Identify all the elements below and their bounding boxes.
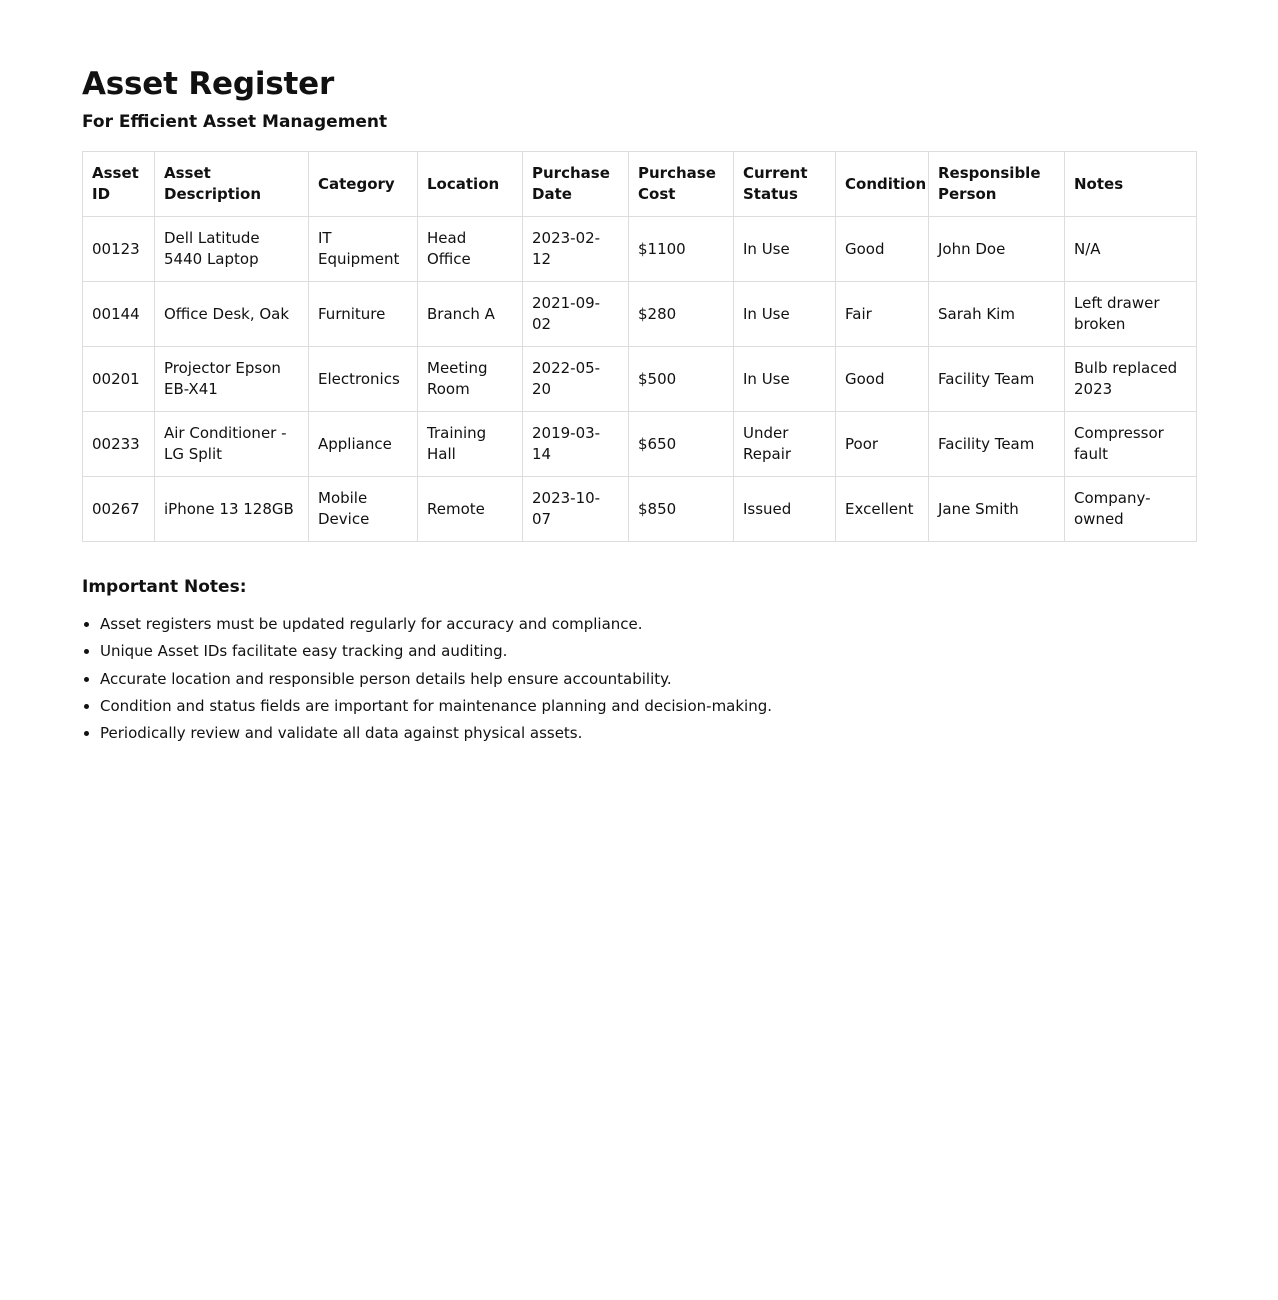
list-item: • Accurate location and responsible person details help ensure accountability.	[100, 666, 1196, 693]
cell-category: Electronics	[309, 347, 418, 412]
header-location: Location	[418, 152, 523, 217]
notes-list	[82, 611, 1196, 747]
header-condition: Condition	[836, 152, 929, 217]
cell-responsible-person: Facility Team	[929, 347, 1065, 412]
cell-asset-description: Dell Latitude 5440 Laptop	[155, 217, 309, 282]
cell-asset-id: 00267	[83, 477, 155, 542]
list-item: • Asset registers must be updated regularly for accuracy and compliance.	[100, 611, 1196, 638]
cell-responsible-person: Facility Team	[929, 412, 1065, 477]
list-item: • Condition and status fields are important for maintenance planning and decision-making.	[100, 693, 1196, 720]
cell-category: Furniture	[309, 282, 418, 347]
cell-asset-id: 00233	[83, 412, 155, 477]
cell-purchase-date: 2021-09-02	[523, 282, 629, 347]
table-row	[83, 217, 1197, 282]
cell-notes: Compressor fault	[1065, 412, 1197, 477]
header-responsible-person: Responsible Person	[929, 152, 1065, 217]
cell-condition: Good	[836, 217, 929, 282]
cell-current-status: In Use	[734, 217, 836, 282]
asset-table-header	[83, 152, 1197, 217]
cell-category: Appliance	[309, 412, 418, 477]
page-subtitle: For Efficient Asset Management	[82, 112, 388, 132]
cell-condition: Excellent	[836, 477, 929, 542]
table-row	[83, 282, 1197, 347]
cell-location: Training Hall	[418, 412, 523, 477]
table-row	[83, 477, 1197, 542]
cell-purchase-date: 2022-05-20	[523, 347, 629, 412]
cell-purchase-cost: $850	[629, 477, 734, 542]
header-row	[83, 152, 1197, 217]
cell-location: Meeting Room	[418, 347, 523, 412]
cell-asset-description: Air Conditioner - LG Split	[155, 412, 309, 477]
page-title: Asset Register	[82, 66, 335, 102]
cell-notes: N/A	[1065, 217, 1197, 282]
asset-table	[82, 151, 1197, 542]
asset-table-body	[83, 217, 1197, 542]
header-category: Category	[309, 152, 418, 217]
cell-purchase-cost: $280	[629, 282, 734, 347]
header-current-status: Current Status	[734, 152, 836, 217]
cell-category: IT Equipment	[309, 217, 418, 282]
cell-category: Mobile Device	[309, 477, 418, 542]
cell-notes: Bulb replaced 2023	[1065, 347, 1197, 412]
table-row	[83, 412, 1197, 477]
cell-asset-description: Office Desk, Oak	[155, 282, 309, 347]
cell-condition: Good	[836, 347, 929, 412]
cell-responsible-person: John Doe	[929, 217, 1065, 282]
cell-condition: Fair	[836, 282, 929, 347]
cell-purchase-date: 2023-02-12	[523, 217, 629, 282]
cell-purchase-date: 2023-10-07	[523, 477, 629, 542]
cell-asset-id: 00123	[83, 217, 155, 282]
header-purchase-date: Purchase Date	[523, 152, 629, 217]
cell-current-status: Issued	[734, 477, 836, 542]
cell-condition: Poor	[836, 412, 929, 477]
cell-notes: Left drawer broken	[1065, 282, 1197, 347]
cell-asset-id: 00144	[83, 282, 155, 347]
cell-asset-description: Projector Epson EB-X41	[155, 347, 309, 412]
cell-responsible-person: Jane Smith	[929, 477, 1065, 542]
cell-asset-description: iPhone 13 128GB	[155, 477, 309, 542]
cell-current-status: In Use	[734, 347, 836, 412]
cell-asset-id: 00201	[83, 347, 155, 412]
list-item: • Unique Asset IDs facilitate easy tracking and auditing.	[100, 638, 1196, 665]
header-asset-id: Asset ID	[83, 152, 155, 217]
cell-location: Head Office	[418, 217, 523, 282]
cell-current-status: Under Repair	[734, 412, 836, 477]
table-row	[83, 347, 1197, 412]
header-purchase-cost: Purchase Cost	[629, 152, 734, 217]
cell-purchase-cost: $650	[629, 412, 734, 477]
cell-purchase-cost: $1100	[629, 217, 734, 282]
list-item: • Periodically review and validate all data against physical assets.	[100, 720, 1196, 747]
cell-location: Remote	[418, 477, 523, 542]
cell-responsible-person: Sarah Kim	[929, 282, 1065, 347]
header-asset-description: Asset Description	[155, 152, 309, 217]
notes-heading: Important Notes:	[82, 577, 247, 597]
cell-location: Branch A	[418, 282, 523, 347]
cell-notes: Company-owned	[1065, 477, 1197, 542]
header-notes: Notes	[1065, 152, 1197, 217]
cell-purchase-date: 2019-03-14	[523, 412, 629, 477]
cell-current-status: In Use	[734, 282, 836, 347]
cell-purchase-cost: $500	[629, 347, 734, 412]
